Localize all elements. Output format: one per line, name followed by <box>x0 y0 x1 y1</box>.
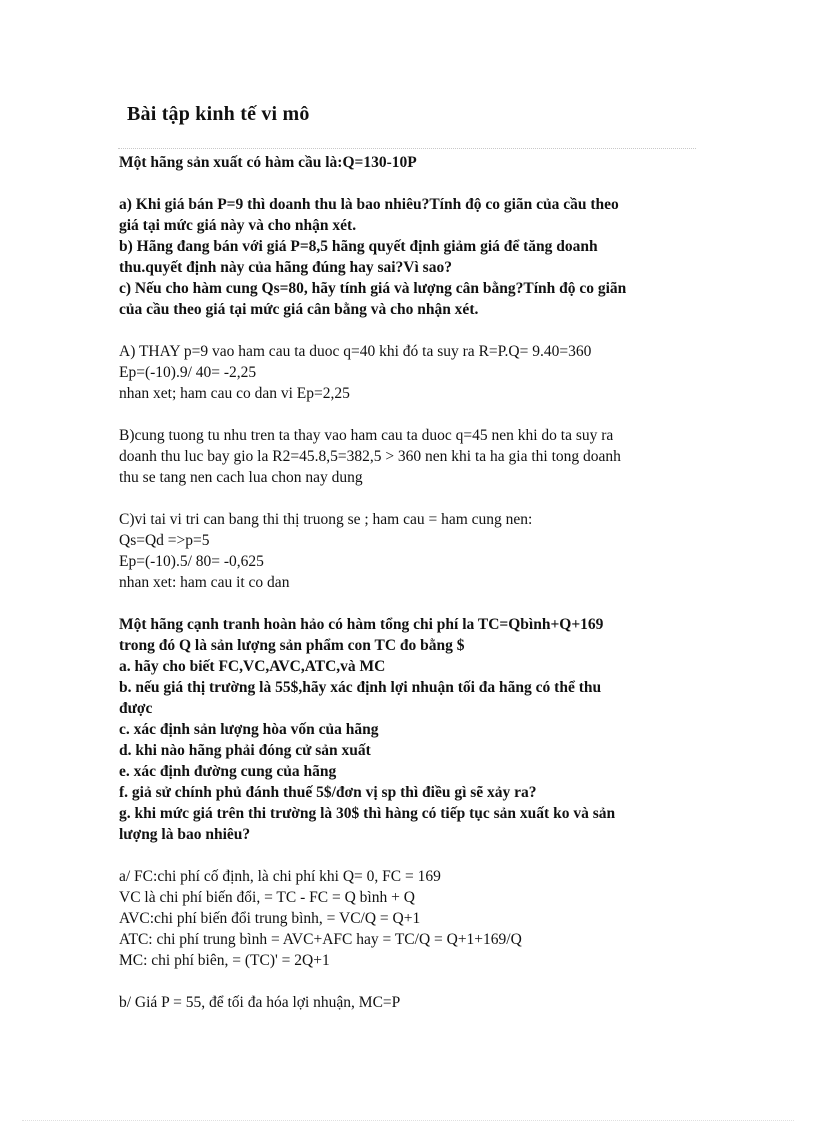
problem1-answer-a-line: Ep=(-10).9/ 40= -2,25 <box>119 364 257 381</box>
problem2-question-line: b. nếu giá thị trường là 55$,hãy xác định lợi nhuận tối đa hãng có thể thu <box>119 679 602 696</box>
problem2-question-line: d. khi nào hãng phải đóng cử sản xuất <box>119 742 371 759</box>
problem2-question-line: g. khi mức giá trên thi trường là 30$ thì hàng có tiếp tục sản xuất ko và sản <box>119 805 616 822</box>
problem2-question-line: e. xác định đường cung của hãng <box>119 763 337 780</box>
problem2-answer-b-line: b/ Giá P = 55, để tối đa hóa lợi nhuận, MC=P <box>119 994 401 1011</box>
problem2-question-line: c. xác định sản lượng hòa vốn của hãng <box>119 721 379 738</box>
problem2-question-line: Một hãng cạnh tranh hoàn hảo có hàm tổng chi phí la TC=Qbình+Q+169 <box>119 616 604 633</box>
problem1-answer-a-line: A) THAY p=9 vao ham cau ta duoc q=40 khi đó ta suy ra R=P.Q= 9.40=360 <box>119 343 592 360</box>
page-title: Bài tập kinh tế vi mô <box>127 103 310 125</box>
problem1-question-line: thu.quyết định này của hãng đúng hay sai?Vì sao? <box>119 259 452 276</box>
title-divider <box>118 148 696 149</box>
problem1-answer-b-line: B)cung tuong tu nhu tren ta thay vao ham cau ta duoc q=45 nen khi do ta suy ra <box>119 427 614 444</box>
problem1-answer-c-line: Ep=(-10).5/ 80= -0,625 <box>119 553 264 570</box>
problem2-answer-a-line: MC: chi phí biên, = (TC)' = 2Q+1 <box>119 952 330 969</box>
problem1-answer-b-line: thu se tang nen cach lua chon nay dung <box>119 469 363 486</box>
problem2-question-line: f. giả sử chính phủ đánh thuế 5$/đơn vị sp thì điều gì sẽ xảy ra? <box>119 784 537 801</box>
problem1-answer-a-line: nhan xet; ham cau co dan vi Ep=2,25 <box>119 385 350 402</box>
problem2-answer-a-line: ATC: chi phí trung bình = AVC+AFC hay = TC/Q = Q+1+169/Q <box>119 931 522 948</box>
problem1-answer-c-line: C)vi tai vi tri can bang thi thị truong se ; ham cau = ham cung nen: <box>119 511 533 528</box>
problem1-intro: Một hãng sản xuất có hàm cầu là:Q=130-10P <box>119 154 417 171</box>
problem2-question-line: được <box>119 700 153 717</box>
problem1-question-line: b) Hãng đang bán với giá P=8,5 hãng quyết định giảm giá để tăng doanh <box>119 238 598 255</box>
problem1-question-line: của cầu theo giá tại mức giá cân bằng và cho nhận xét. <box>119 301 479 318</box>
problem1-question-line: a) Khi giá bán P=9 thì doanh thu là bao nhiêu?Tính độ co giãn của cầu theo <box>119 196 619 213</box>
page-bottom-divider <box>22 1120 794 1121</box>
problem1-answer-c-line: nhan xet: ham cau it co dan <box>119 574 290 591</box>
problem1-question-line: c) Nếu cho hàm cung Qs=80, hãy tính giá và lượng cân bằng?Tính độ co giãn <box>119 280 627 297</box>
problem1-question-line: giá tại mức giá này và cho nhận xét. <box>119 217 357 234</box>
problem2-answer-a-line: VC là chi phí biến đổi, = TC - FC = Q bình + Q <box>119 889 415 906</box>
problem2-answer-a-line: a/ FC:chi phí cố định, là chi phí khi Q= 0, FC = 169 <box>119 868 441 885</box>
problem2-question-line: lượng là bao nhiêu? <box>119 826 251 843</box>
problem1-answer-c-line: Qs=Qd =>p=5 <box>119 532 210 549</box>
document-body <box>119 152 709 1013</box>
problem2-question-line: trong đó Q là sản lượng sản phẩm con TC đo bằng $ <box>119 637 465 654</box>
problem2-answer-a-line: AVC:chi phí biến đổi trung bình, = VC/Q = Q+1 <box>119 910 421 927</box>
problem2-question-line: a. hãy cho biết FC,VC,AVC,ATC,và MC <box>119 658 386 675</box>
problem1-answer-b-line: doanh thu luc bay gio la R2=45.8,5=382,5 > 360 nen khi ta ha gia thi tong doanh <box>119 448 621 465</box>
